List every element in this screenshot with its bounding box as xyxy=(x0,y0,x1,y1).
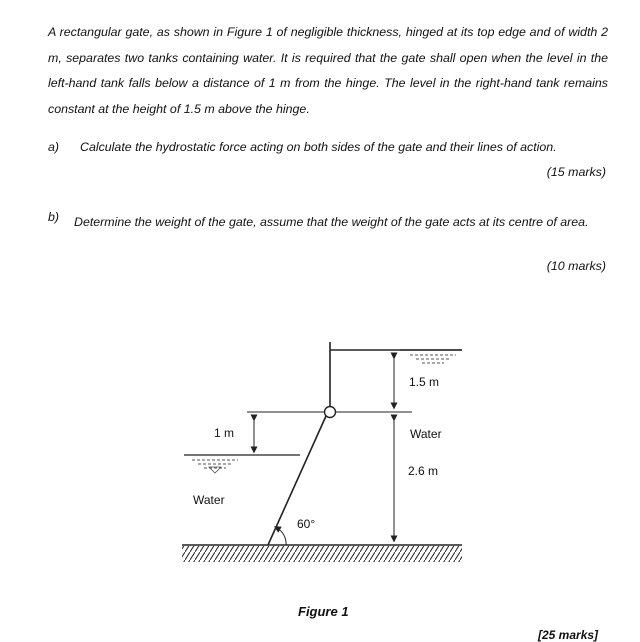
dimension-1m-label: 1 m xyxy=(214,426,235,440)
ground-hatching xyxy=(182,545,462,562)
left-water-surface xyxy=(184,455,300,473)
hinge-icon xyxy=(325,407,336,418)
dimension-1-5m-label: 1.5 m xyxy=(409,375,440,389)
question-a-marks: (15 marks) xyxy=(546,165,606,179)
question-b-marks: (10 marks) xyxy=(546,259,606,273)
figure-caption: Figure 1 xyxy=(298,604,349,619)
angle-arc-icon xyxy=(277,528,286,545)
total-marks: [25 marks] xyxy=(538,628,599,642)
left-water-label: Water xyxy=(193,493,225,507)
right-water-label: Water xyxy=(410,427,442,441)
question-b-text: Determine the weight of the gate, assume that the weight of the gate acts at its centre of area. xyxy=(74,215,589,229)
right-water-surface xyxy=(400,350,462,363)
dividing-wall xyxy=(330,342,462,406)
problem-statement: A rectangular gate, as shown in Figure 1 of negligible thickness, hinged at its top edge and of width 2 m, separates two tanks containing water. It is required that the gate shall open when the level in the left-hand tank falls below a distance of 1 m from the hinge. The level in the right-hand tank remains constant at the height of 1.5 m above the hinge. xyxy=(48,25,608,116)
angle-label: 60° xyxy=(297,517,316,531)
question-b-label: b) xyxy=(48,210,60,224)
question-a-text: Calculate the hydrostatic force acting on both sides of the gate and their lines of action. xyxy=(80,140,557,154)
question-a-label: a) xyxy=(48,140,60,154)
dimension-2-6m-label: 2.6 m xyxy=(408,464,439,478)
